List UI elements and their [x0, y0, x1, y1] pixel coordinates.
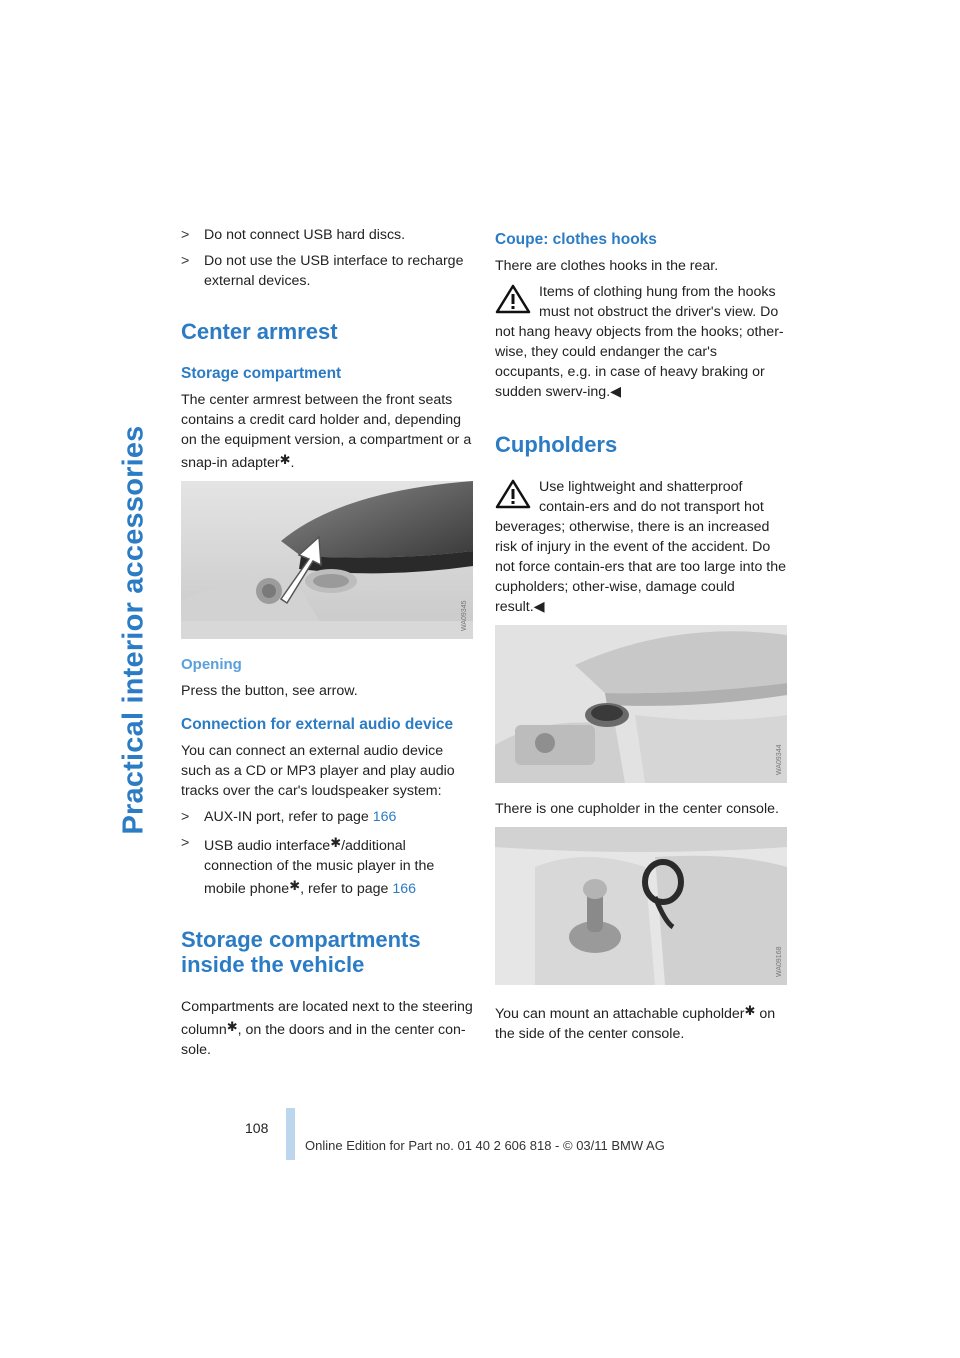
usb-audio-text-1: USB audio interface [204, 838, 331, 854]
opening-text: Press the button, see arrow. [181, 683, 358, 699]
end-mark: ◀ [610, 384, 622, 400]
cupholder-caption-2 [495, 1001, 787, 1044]
photo-code: WA09345 [461, 600, 468, 631]
usb-audio-bullet [181, 833, 473, 899]
coupe-hooks-heading: Coupe: clothes hooks [495, 231, 657, 248]
cupholder-warning [495, 477, 787, 617]
storage-inside-text [181, 997, 473, 1060]
coupe-hooks-text: There are clothes hooks in the rear. [495, 258, 719, 274]
bullet-marker: > [181, 253, 190, 269]
bullet-marker: > [181, 809, 190, 825]
bullet-marker: > [181, 835, 190, 851]
warning-triangle-icon [495, 479, 531, 509]
usb-audio-text-2: /additional connection of the music player in the mobile phone [204, 838, 435, 897]
connection-text: You can connect an external audio device such as a CD or MP3 player and play audio tracks over the car's loudspeaker system: [181, 743, 455, 799]
caption-2-text-2: on the side of the center console. [495, 1006, 776, 1042]
usb-bullet-2 [181, 251, 473, 291]
storage-text: The center armrest between the front seats contains a credit card holder and, depending on the equipment version, a compartment or a snap-in adapter [181, 392, 472, 471]
aux-in-bullet [181, 807, 473, 827]
side-chapter-title-text: Practical interior accessories [117, 425, 150, 835]
opening-heading: Opening [181, 656, 242, 673]
page-link-166[interactable]: 166 [372, 809, 397, 825]
footer-edition-text: Online Edition for Part no. 01 40 2 606 818 - © 03/11 BMW AG [305, 1138, 665, 1153]
storage-inside-text-1: Compartments are located next to the steering column [181, 999, 473, 1038]
right-column [495, 225, 787, 1050]
center-console-cupholder-photo [495, 625, 787, 783]
footer-accent-bar [286, 1108, 295, 1160]
bullet-marker: > [181, 227, 190, 243]
page-link-166[interactable]: 166 [392, 881, 417, 897]
cupholder-caption-1: There is one cupholder in the center console. [495, 801, 779, 817]
clothes-hook-warning-text: Items of clothing hung from the hooks must not obstruct the driver's view. Do not hang heavy objects from the hooks; other-wise, they could endanger the car's occupants, e.g. in case of heavy braking or sudden swerv-ing. [495, 284, 784, 400]
usb-audio-text-3: , refer to page [300, 881, 393, 897]
caption-2-text-1: You can mount an attachable cupholder [495, 1006, 745, 1022]
storage-compartment-text [181, 390, 473, 473]
storage-inside-heading: Storage compartments inside the vehicle [181, 927, 421, 977]
aux-in-text: AUX-IN port, refer to page [204, 809, 373, 825]
cupholders-heading: Cupholders [495, 432, 618, 457]
clothes-hook-warning [495, 282, 787, 402]
attachable-cupholder-photo [495, 827, 787, 985]
usb-bullet-2-text: Do not use the USB interface to recharge external devices. [204, 253, 464, 289]
cupholder-warning-text: Use lightweight and shatterproof contain-ers and do not transport hot beverages; otherwise, there is an increased risk of injury in the event of the accident. Do not force contain-ers that are too large into the cupholders; other-wise, damage could result. [495, 479, 787, 615]
usb-bullet-1 [181, 225, 473, 245]
optional-equipment-star: ✱ [279, 452, 291, 467]
connection-heading: Connection for external audio device [181, 716, 454, 733]
usb-bullet-1-text: Do not connect USB hard discs. [204, 227, 406, 243]
side-chapter-title [112, 230, 156, 1030]
storage-text-end: . [290, 455, 295, 471]
warning-triangle-icon [495, 284, 531, 314]
photo-code: WA09344 [776, 744, 783, 775]
optional-equipment-star: ✱ [330, 835, 342, 850]
left-column [181, 225, 473, 1066]
optional-equipment-star: ✱ [744, 1003, 756, 1018]
optional-equipment-star: ✱ [226, 1019, 238, 1034]
end-mark: ◀ [533, 599, 545, 615]
storage-compartment-heading: Storage compartment [181, 365, 342, 382]
page-number: 108 [245, 1120, 269, 1136]
photo-code: WA09168 [776, 946, 783, 977]
armrest-photo [181, 481, 473, 639]
center-armrest-heading: Center armrest [181, 319, 338, 344]
optional-equipment-star: ✱ [289, 878, 301, 893]
storage-inside-text-2: , on the doors and in the center con-sole. [181, 1022, 466, 1058]
